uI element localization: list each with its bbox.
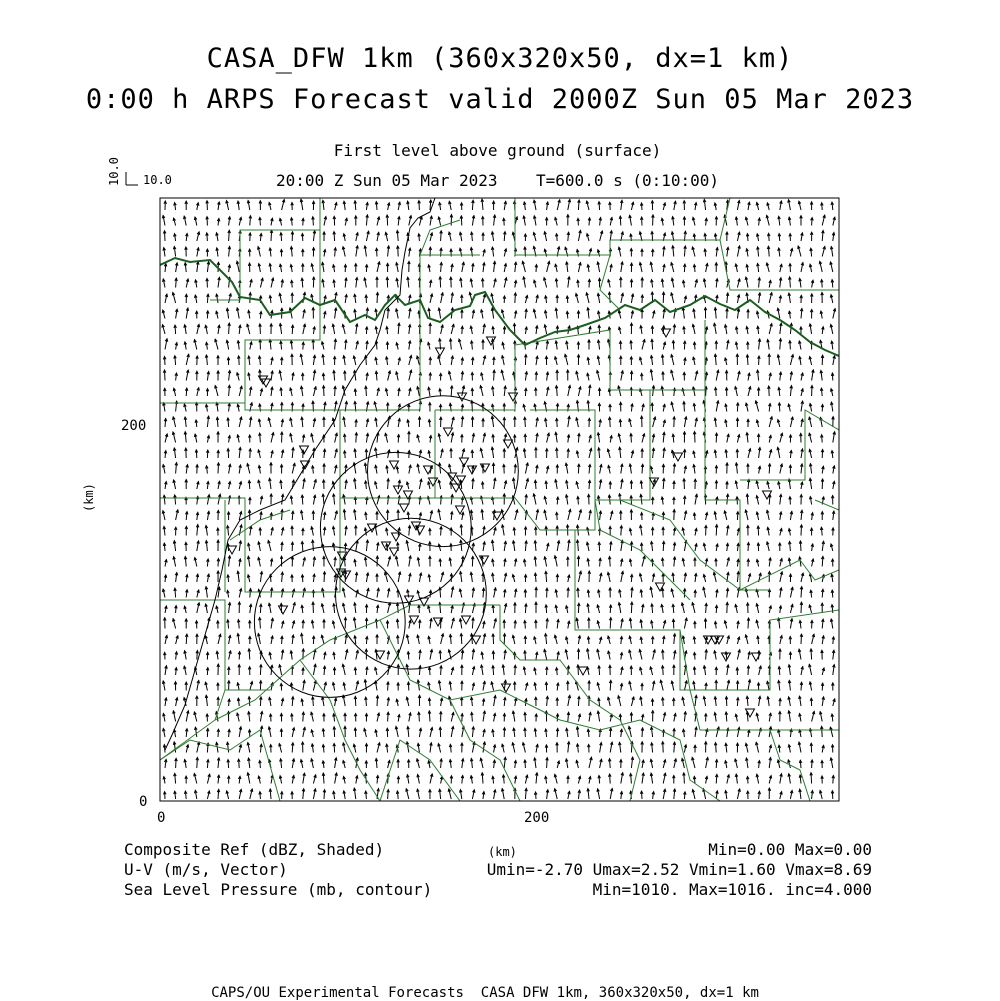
map-title-line1: CASA_DFW 1km (360x320x50, dx=1 km) — [0, 45, 1000, 72]
vector-key-vertical-label: 10.0 — [107, 157, 121, 186]
level-subtitle: First level above ground (surface) — [0, 143, 995, 159]
vector-scale-key — [107, 157, 172, 187]
valid-time-subtitle: 20:00 Z Sun 05 Mar 2023 T=600.0 s (0:10:00) — [0, 173, 995, 189]
map-title-line2: 0:00 h ARPS Forecast valid 2000Z Sun 05 Mar 2023 — [0, 86, 1000, 113]
vector-key-horizontal-label: 10.0 — [143, 173, 172, 187]
wind-vector-field — [162, 199, 836, 799]
